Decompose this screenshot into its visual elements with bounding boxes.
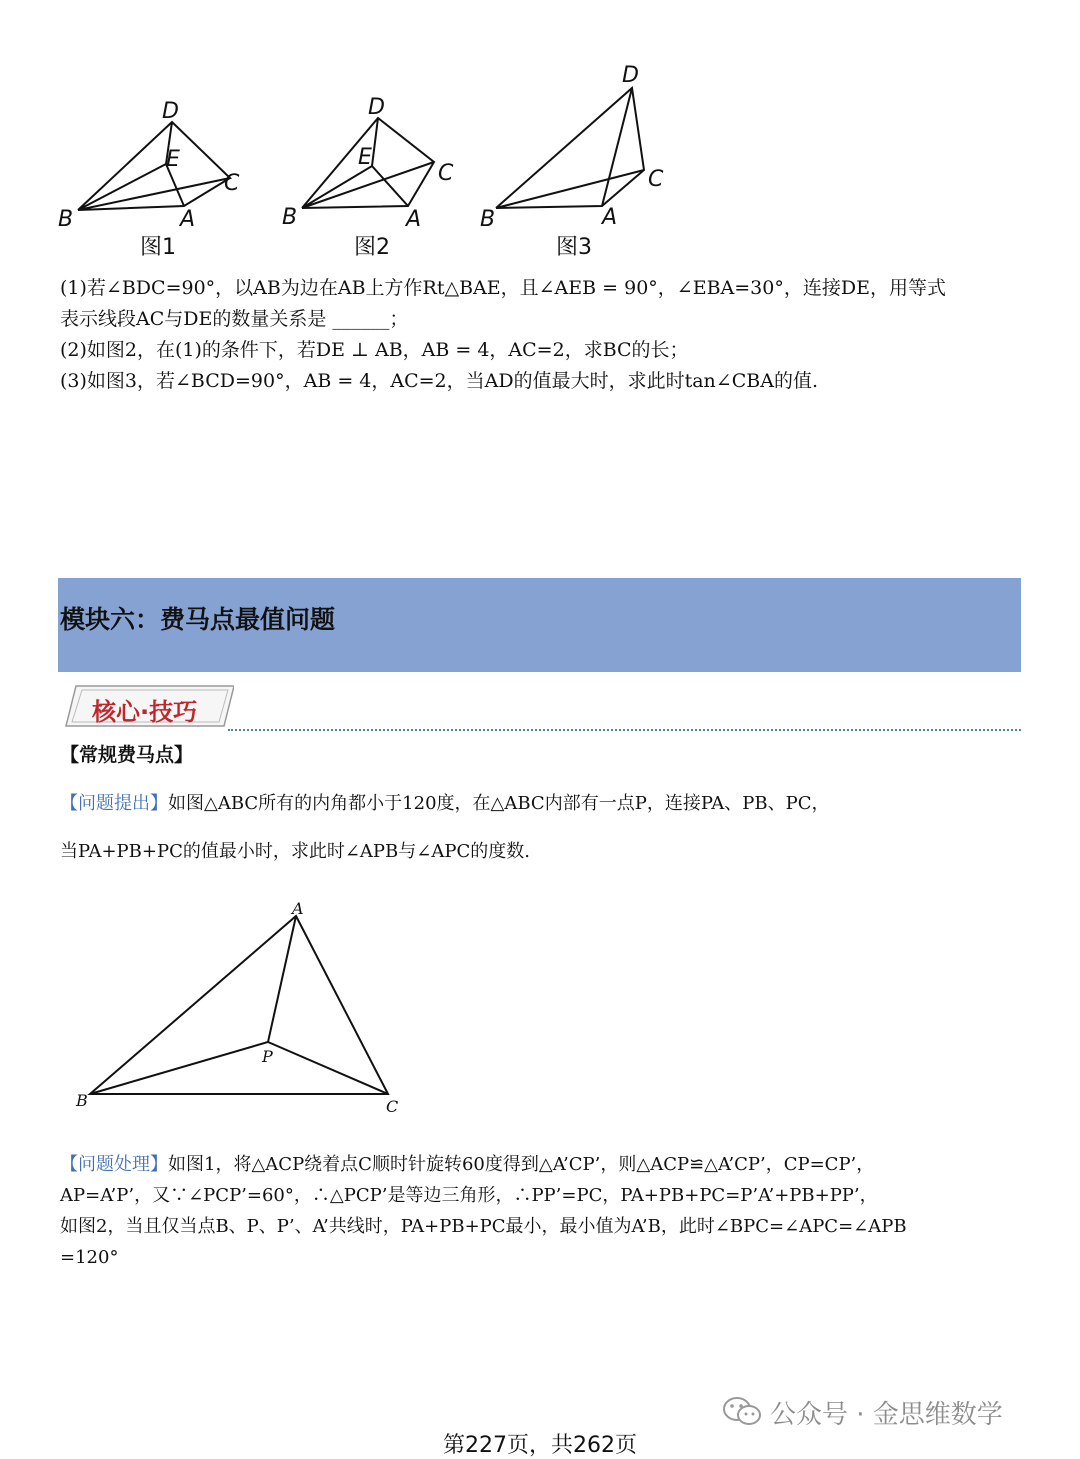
fig3-label-A: A [602,205,618,230]
fig2-label-D: D [368,95,385,120]
question-1-line1: (1)若∠BDC=90°，以AB为边在AB上方作Rt△BAE，且∠AEB = 90°，∠EBA=30°，连接DE，用等式 [60,277,946,299]
divider-dotted [228,729,1021,731]
tip-label: 核心·技巧 [92,698,198,726]
section-title: 模块六：费马点最值问题 [60,605,336,634]
fig1-caption: 图1 [140,235,176,260]
label-C: C [386,1097,399,1116]
problem-line1 [60,788,830,819]
label-P: P [262,1047,273,1066]
page-number: 第227页，共262页 [443,1433,637,1458]
watermark-text: 公众号 · 金思维数学 [770,1400,1003,1430]
fig2-label-B: B [282,205,298,230]
fig3-label-D: D [622,63,639,88]
solution-text1: 如图1，将△ACP绕着点C顺时针旋转60度得到△A’CP’，则△ACP≌△A’CP’，CP=CP’， [168,1154,875,1175]
fig3-caption: 图3 [556,235,592,260]
fig3-label-B: B [480,207,496,232]
top-figures [50,60,690,260]
segments-to-P [90,916,388,1094]
solution-line4: =120° [60,1247,119,1268]
question-3: (3)如图3，若∠BCD=90°，AB = 4，AC=2，当AD的值最大时，求此时tan∠CBA的值. [60,370,818,392]
problem-tag: 【问题提出】 [60,793,168,814]
fig2-caption: 图2 [354,235,390,260]
fig1-label-B: B [58,207,74,232]
fig1-label-D: D [162,99,179,124]
question-2: (2)如图2，在(1)的条件下，若DE ⊥ AB，AB = 4，AC=2，求BC的长； [60,339,689,361]
triangle-ABC [90,916,388,1094]
fig1-lines [78,122,230,210]
main-triangle-figure [70,896,420,1122]
fig3-label-C: C [648,167,664,192]
fig1-label-C: C [224,171,240,196]
label-A: A [292,899,304,918]
fig3-lines [496,88,644,208]
subsection-title: 【常规费马点】 [60,744,194,766]
problem-text1: 如图△ABC所有的内角都小于120度，在△ABC内部有一点P，连接PA、PB、PC， [168,793,830,814]
fig1-label-A: A [180,207,196,232]
label-B: B [76,1091,88,1110]
solution-tag: 【问题处理】 [60,1154,168,1175]
problem-line2: 当PA+PB+PC的值最小时，求此时∠APB与∠APC的度数. [60,841,530,862]
question-1-line2: 表示线段AC与DE的数量关系是 ______； [60,308,409,330]
solution-line1 [60,1149,874,1180]
fig1-label-E: E [166,147,180,172]
solution-line2: AP=A’P’，又∵∠PCP’=60°，∴△PCP’是等边三角形，∴PP’=PC，PA+PB+PC=P’A’+PB+PP’， [60,1185,878,1206]
fig2-label-E: E [358,145,372,170]
fig2-label-C: C [438,161,454,186]
fig2-label-A: A [406,207,422,232]
solution-line3: 如图2，当且仅当点B、P、P’、A’共线时，PA+PB+PC最小，最小值为A’B，此时∠BPC=∠APC=∠APB [60,1216,907,1237]
